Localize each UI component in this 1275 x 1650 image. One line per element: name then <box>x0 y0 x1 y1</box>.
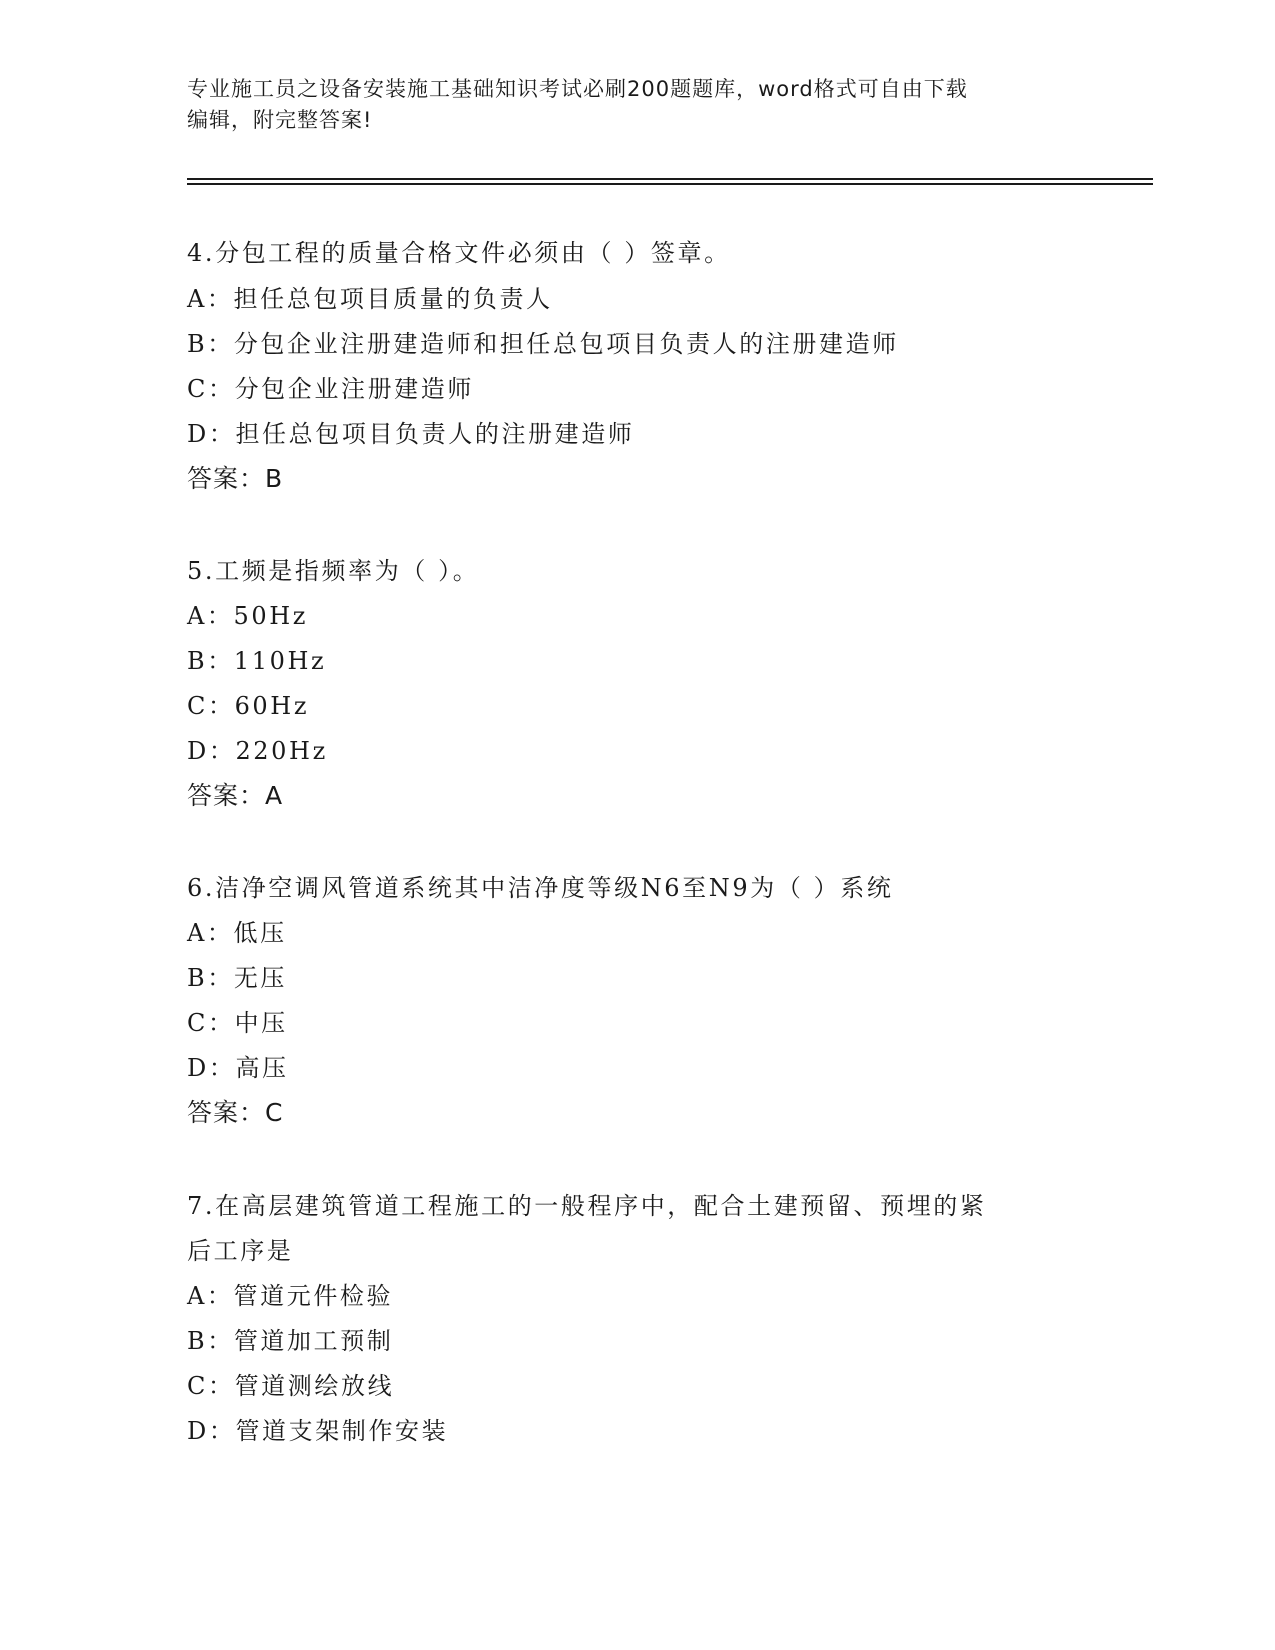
question-7-option-b: B：管道加工预制 <box>187 1327 394 1355</box>
header-line-1: 专业施工员之设备安装施工基础知识考试必刷200题题库，word格式可自由下载 <box>187 77 968 101</box>
question-4-option-c: C：分包企业注册建造师 <box>187 375 474 403</box>
question-6-option-a: A：低压 <box>187 919 287 947</box>
header-line-2: 编辑，附完整答案! <box>187 108 373 132</box>
question-7-option-c: C：管道测绘放线 <box>187 1372 395 1400</box>
question-5-option-a: A：50Hz <box>187 602 309 630</box>
question-4-option-b: B：分包企业注册建造师和担任总包项目负责人的注册建造师 <box>187 330 899 358</box>
header-divider-top <box>187 178 1153 180</box>
question-5-answer: 答案：A <box>187 781 284 810</box>
question-6-option-b: B：无压 <box>187 964 288 992</box>
question-6-stem: 6.洁净空调风管道系统其中洁净度等级N6至N9为（ ）系统 <box>187 874 894 902</box>
question-7-option-d: D：管道支架制作安装 <box>187 1417 449 1445</box>
question-7-option-a: A：管道元件检验 <box>187 1282 394 1310</box>
header-divider-bottom <box>187 183 1153 185</box>
question-4-answer: 答案：B <box>187 464 284 493</box>
document-header <box>187 74 1087 136</box>
question-5-option-b: B：110Hz <box>187 647 327 675</box>
question-6-option-d: D：高压 <box>187 1054 289 1082</box>
question-4-stem: 4.分包工程的质量合格文件必须由（ ）签章。 <box>187 239 731 267</box>
question-5-option-d: D：220Hz <box>187 737 328 765</box>
question-5-stem: 5.工频是指频率为（ ）。 <box>187 557 480 585</box>
question-6-option-c: C：中压 <box>187 1009 288 1037</box>
question-4-option-d: D：担任总包项目负责人的注册建造师 <box>187 420 635 448</box>
question-4-option-a: A：担任总包项目质量的负责人 <box>187 285 553 313</box>
question-7-stem-line-1: 7.在高层建筑管道工程施工的一般程序中，配合土建预留、预埋的紧 <box>187 1192 987 1220</box>
question-6-answer: 答案：C <box>187 1098 284 1127</box>
question-5-option-c: C：60Hz <box>187 692 310 720</box>
question-7-stem-line-2: 后工序是 <box>187 1237 294 1265</box>
